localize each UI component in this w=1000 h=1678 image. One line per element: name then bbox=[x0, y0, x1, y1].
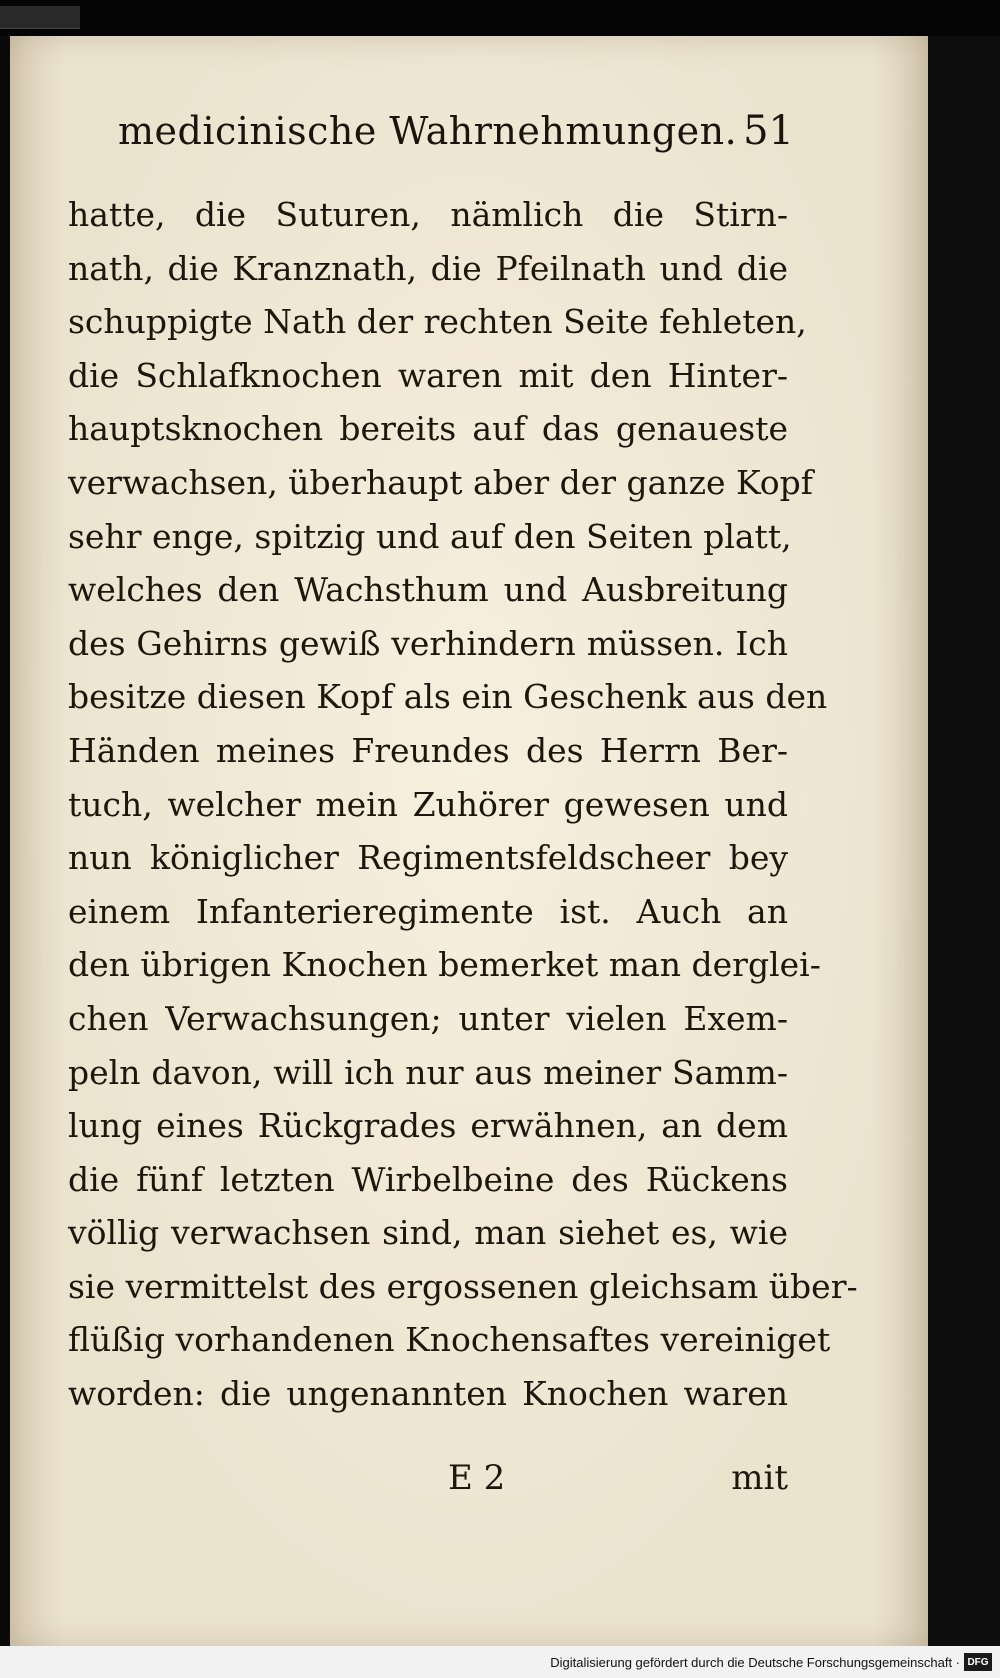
catchword: mit bbox=[731, 1458, 788, 1498]
scan-background-right bbox=[928, 36, 1000, 1646]
text-line: flüßig vorhandenen Knochensaftes vereiniget bbox=[68, 1320, 831, 1360]
text-line: hatte, die Suturen, nämlich die Stirn- bbox=[68, 195, 788, 234]
text-line: des Gehirns gewiß verhindern müssen. Ich bbox=[68, 623, 788, 663]
text-line: die Schlafknochen waren mit den Hinter- bbox=[68, 355, 788, 395]
text-line: die fünf letzten Wirbelbeine des Rückens bbox=[68, 1159, 788, 1199]
text-line: hauptsknochen bereits auf das genaueste bbox=[68, 409, 788, 449]
text-line: schuppigte Nath der rechten Seite fehleten, bbox=[68, 302, 807, 342]
text-line: nath, die Kranznath, die Pfeilnath und die bbox=[68, 248, 788, 288]
scan-background-top bbox=[0, 0, 1000, 36]
page-footer bbox=[68, 1448, 788, 1508]
text-line: verwachsen, überhaupt aber der ganze Kopf bbox=[68, 462, 813, 502]
dfg-logo-icon: DFG bbox=[964, 1653, 992, 1671]
text-line: peln davon, will ich nur aus meiner Samm- bbox=[68, 1052, 788, 1092]
text-line: sie vermittelst des ergossenen gleichsam über- bbox=[68, 1266, 858, 1306]
digitization-credit-bar bbox=[0, 1646, 1000, 1678]
text-line: sehr enge, spitzig und auf den Seiten platt, bbox=[68, 516, 792, 556]
text-line: Händen meines Freundes des Herrn Ber- bbox=[68, 730, 788, 770]
page-header bbox=[118, 108, 794, 172]
text-line: nun königlicher Regimentsfeldscheer bey bbox=[68, 838, 788, 878]
text-line: welches den Wachsthum und Ausbreitung bbox=[68, 570, 788, 610]
text-line: tuch, welcher mein Zuhörer gewesen und bbox=[68, 784, 788, 824]
running-head: medicinische Wahrnehmungen. bbox=[118, 109, 738, 153]
text-line: besitze diesen Kopf als ein Geschenk aus den bbox=[68, 677, 828, 717]
text-line: völlig verwachsen sind, man siehet es, wie bbox=[68, 1213, 788, 1253]
page-number: 51 bbox=[743, 108, 794, 154]
text-line: lung eines Rückgrades erwähnen, an dem bbox=[68, 1106, 788, 1146]
text-line: einem Infanterieregimente ist. Auch an bbox=[68, 891, 788, 931]
credit-text: Digitalisierung gefördert durch die Deutsche Forschungsgemeinschaft · bbox=[550, 1654, 960, 1670]
text-line: worden: die ungenannten Knochen waren bbox=[68, 1374, 788, 1414]
text-line: chen Verwachsungen; unter vielen Exem- bbox=[68, 998, 788, 1038]
body-text bbox=[68, 188, 858, 1421]
text-line: den übrigen Knochen bemerket man derglei- bbox=[68, 945, 821, 985]
signature-mark: E 2 bbox=[448, 1458, 506, 1498]
scanner-ruler-tab bbox=[0, 6, 80, 29]
